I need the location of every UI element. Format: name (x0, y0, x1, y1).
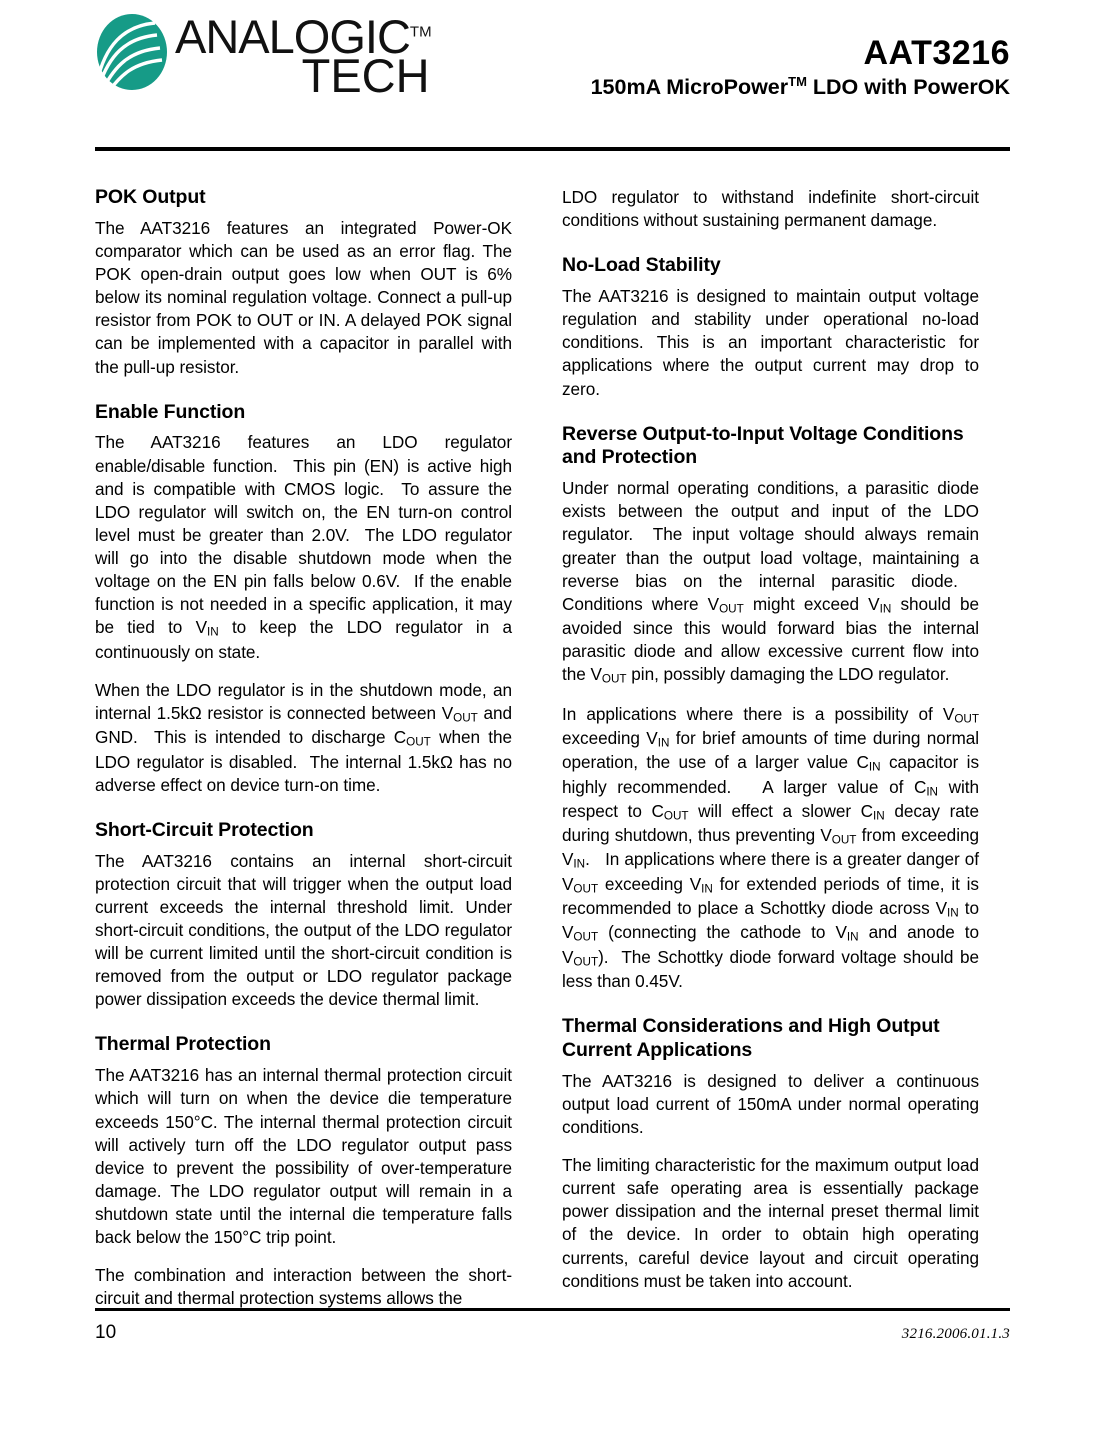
body-columns (95, 186, 1010, 1311)
paragraph: Under normal operating conditions, a parasitic diode exists between the output and input of the LDO regulator. The input voltage should always remain greater than the output load voltage, maintaining a reverse bias on the internal parasitic diode. Conditions where $V_{OUT}$ might exceed $V_{IN}$ should be avoided since this would forward bias the internal parasitic diode and allow excessive current flow into the $V_{OUT}$ pin, possibly damaging the LDO regulator. (562, 478, 979, 686)
part-subtitle (432, 75, 1010, 100)
section-enable-function (95, 401, 512, 797)
paragraph: The AAT3216 is designed to deliver a continuous output load current of 150mA under normal operating conditions. (562, 1070, 979, 1137)
section-heading-enable-function: Enable Function (95, 400, 246, 423)
analogic-tech-leaf-icon (95, 12, 169, 92)
page-number: 10 (95, 1322, 117, 1343)
section-pok-output (95, 186, 512, 379)
header-title-block (432, 0, 1010, 100)
left-column (95, 186, 512, 1311)
section-heading-pok-output: POK Output (95, 186, 206, 208)
part-subtitle-pre: 150mA MicroPower (590, 74, 789, 99)
paragraph: LDO regulator to withstand indefinite short-circuit conditions without sustaining permanent damage. (562, 187, 979, 231)
section-heading-short-circuit-protection: Short-Circuit Protection (95, 818, 314, 841)
section-reverse-output-to-input-voltage (562, 423, 979, 993)
logo-trademark-symbol: TM (409, 23, 432, 41)
paragraph: The AAT3216 has an internal thermal protection circuit which will turn on when the device die temperature exceeds 150°C. The internal thermal protection circuit will actively turn off the LDO regulator output pass device to prevent the possibility of over-temperature damage. The LDO regulator output will remain in a shutdown state until the internal die temperature falls back below the 150°C trip point. (95, 1065, 512, 1248)
paragraph: The combination and interaction between the short-circuit and thermal protection systems allows the (95, 1265, 512, 1309)
company-logo (95, 0, 432, 103)
paragraph: The AAT3216 contains an internal short-circuit protection circuit that will trigger when the output load current exceeds the internal threshold limit. Under short-circuit conditions, the output of the LDO regulator will be current limited until the short-circuit condition is removed from the output or LDO regulator package power dissipation exceeds the device thermal limit. (95, 850, 512, 1010)
section-thermal-considerations (562, 1015, 979, 1293)
part-number: AAT3216 (863, 34, 1010, 72)
paragraph: In applications where there is a possibility of $V_{OUT}$ exceeding $V_{IN}$ for brief amounts of time during normal operation, the use of a larger value $C_{IN}$ capacitor is highly recommended. A larger value of $C_{IN}$ with respect to $C_{OUT}$ will effect a slower $C_{IN}$ decay rate during shutdown, thus preventing $V_{OUT}$ from exceeding $V_{IN}$. In applications where there is a greater danger of $V_{OUT}$ exceeding $V_{IN}$ for extended periods of time, it is recommended to place a Schottky diode across $V_{IN}$ to $V_{OUT}$ (connecting the cathode to $V_{IN}$ and anode to $V_{OUT}$). The Schottky diode forward voltage should be less than 0.45V. (562, 703, 979, 991)
paragraph: The AAT3216 is designed to maintain output voltage regulation and stability under operational no-load conditions. This is an important characteristic for applications where the output current may drop to zero. (562, 286, 979, 399)
section-heading-thermal-considerations: Thermal Considerations and High Output Current Applications (562, 1015, 940, 1061)
logo-word-analogic-text: ANALOGIC (175, 10, 410, 63)
logo-wordmark (175, 10, 432, 103)
header-divider-rule (95, 147, 1010, 151)
subtitle-trademark-symbol: TM (788, 73, 807, 89)
page-footer (95, 1322, 1010, 1344)
section-thermal-protection (95, 1033, 512, 1310)
section-continuation (562, 186, 979, 232)
page-header (95, 0, 1010, 108)
paragraph: When the LDO regulator is in the shutdown mode, an internal 1.5kΩ resistor is connected between $V_{OUT}$ and GND. This is intended to discharge $C_{OUT}$ when the LDO regulator is disabled. The internal 1.5kΩ has no adverse effect on device turn-on time. (95, 679, 512, 795)
logo-word-tech: TECH (301, 49, 430, 103)
footer-divider-rule (95, 1308, 1010, 1311)
section-heading-reverse-output-to-input-voltage: Reverse Output-to-Input Voltage Conditions and Protection (562, 422, 964, 469)
right-column (562, 186, 979, 1311)
section-short-circuit-protection (95, 819, 512, 1012)
section-heading-thermal-protection: Thermal Protection (95, 1033, 271, 1056)
section-no-load-stability (562, 254, 979, 400)
part-subtitle-post: LDO with PowerOK (806, 74, 1010, 99)
paragraph: The AAT3216 features an integrated Power-OK comparator which can be used as an error flag. The POK open-drain output goes low when OUT is 6% below its nominal regulation voltage. Connect a pull-up resistor from POK to OUT or IN. A delayed POK signal can be implemented with a capacitor in parallel with the pull-up resistor. (95, 217, 512, 377)
document-code: 3216.2006.01.1.3 (901, 1326, 1010, 1342)
section-heading-no-load-stability: No-Load Stability (562, 254, 721, 277)
paragraph: The AAT3216 features an LDO regulator enable/disable function. This pin (EN) is active high and is compatible with CMOS logic. To assure the LDO regulator will switch on, the EN turn-on control level must be greater than 2.0V. The LDO regulator will go into the disable shutdown mode when the voltage on the EN pin falls below 0.6V. If the enable function is not needed in a specific application, it may be tied to $V_{IN}$ to keep the LDO regulator in a continuously on state. (95, 432, 512, 662)
paragraph: The limiting characteristic for the maximum output load current safe operating area is essentially package power dissipation and the internal preset thermal limit of the device. In order to obtain high operating currents, careful device layout and circuit operating conditions must be taken into account. (562, 1155, 979, 1291)
